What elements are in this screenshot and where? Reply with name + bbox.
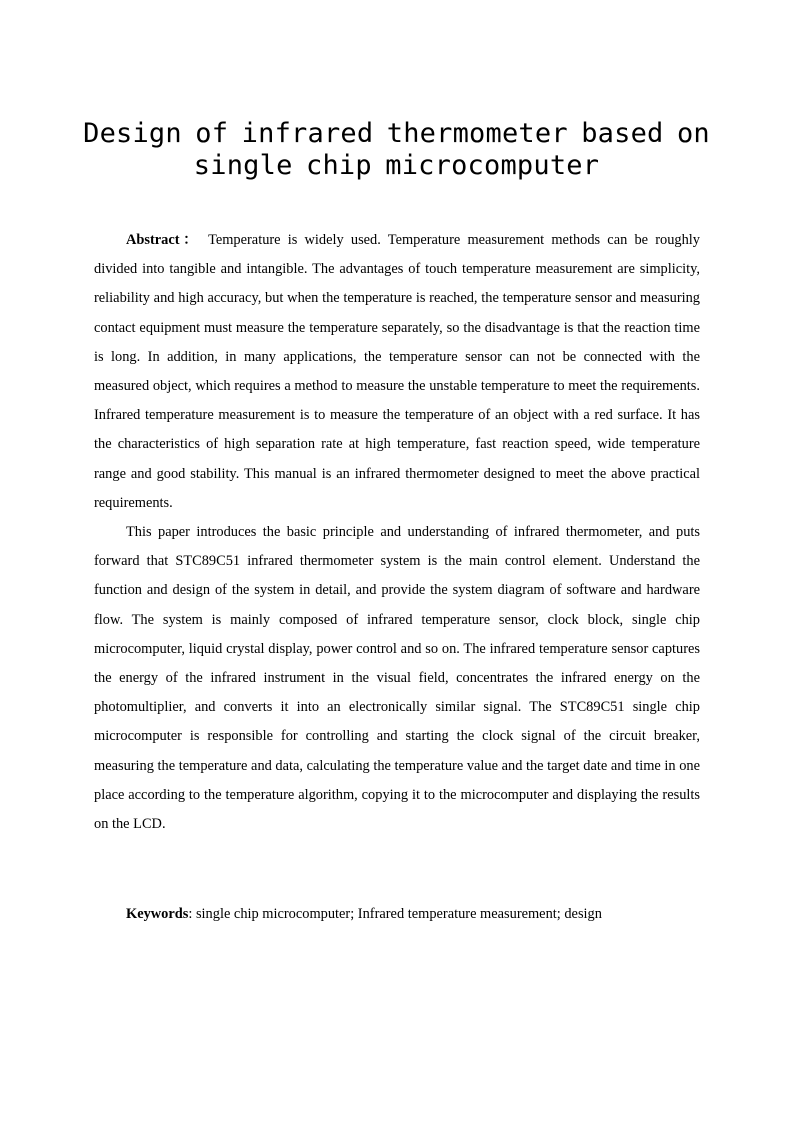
abstract-label: Abstract： — [126, 232, 202, 248]
keywords-label: Keywords — [126, 906, 189, 922]
abstract-section — [94, 226, 700, 839]
paper-title — [60, 118, 733, 182]
keywords-line — [94, 900, 700, 929]
keywords-text: : single chip microcomputer; Infrared temperature measurement; design — [188, 906, 602, 922]
abstract-paragraph-2: This paper introduces the basic principle and understanding of infrared thermometer, and puts forward that STC89C51 infrared thermometer system is the main control element. Understand the function and design of the system in detail, and provide the system diagram of software and hardware flow. The system is mainly composed of infrared temperature sensor, clock block, single chip microcomputer, liquid crystal display, power control and so on. The infrared temperature sensor captures the energy of the infrared instrument in the visual field, concentrates the infrared energy on the photomultiplier, and converts it into an electronically similar signal. The STC89C51 single chip microcomputer is responsible for controlling and starting the clock signal of the circuit breaker, measuring the temperature and data, calculating the temperature value and the target date and time in one place according to the temperature algorithm, copying it to the microcomputer and displaying the results on the LCD. — [94, 524, 700, 833]
abstract-paragraph-1 — [94, 226, 700, 518]
abstract-paragraph-1-text: Temperature is widely used. Temperature measurement methods can be roughly divided into tangible and intangible. The advantages of touch temperature measurement are simplicity, reliability and high accuracy, but when the temperature is reached, the temperature sensor and measuring contact equipment must measure the temperature separately, so the disadvantage is that the reaction time is long. In addition, in many applications, the temperature sensor can not be connected with the measured object, which requires a method to measure the unstable temperature to meet the requirements. Infrared temperature measurement is to measure the temperature of an object with a red surface. It has the characteristics of high separation rate at high temperature, fast reaction speed, wide temperature range and good stability. This manual is an infrared thermometer designed to meet the above practical requirements. — [94, 232, 700, 511]
paper-title-line-2: single chip microcomputer — [193, 150, 600, 181]
paper-title-line-1: Design of infrared thermometer based on — [83, 118, 710, 149]
